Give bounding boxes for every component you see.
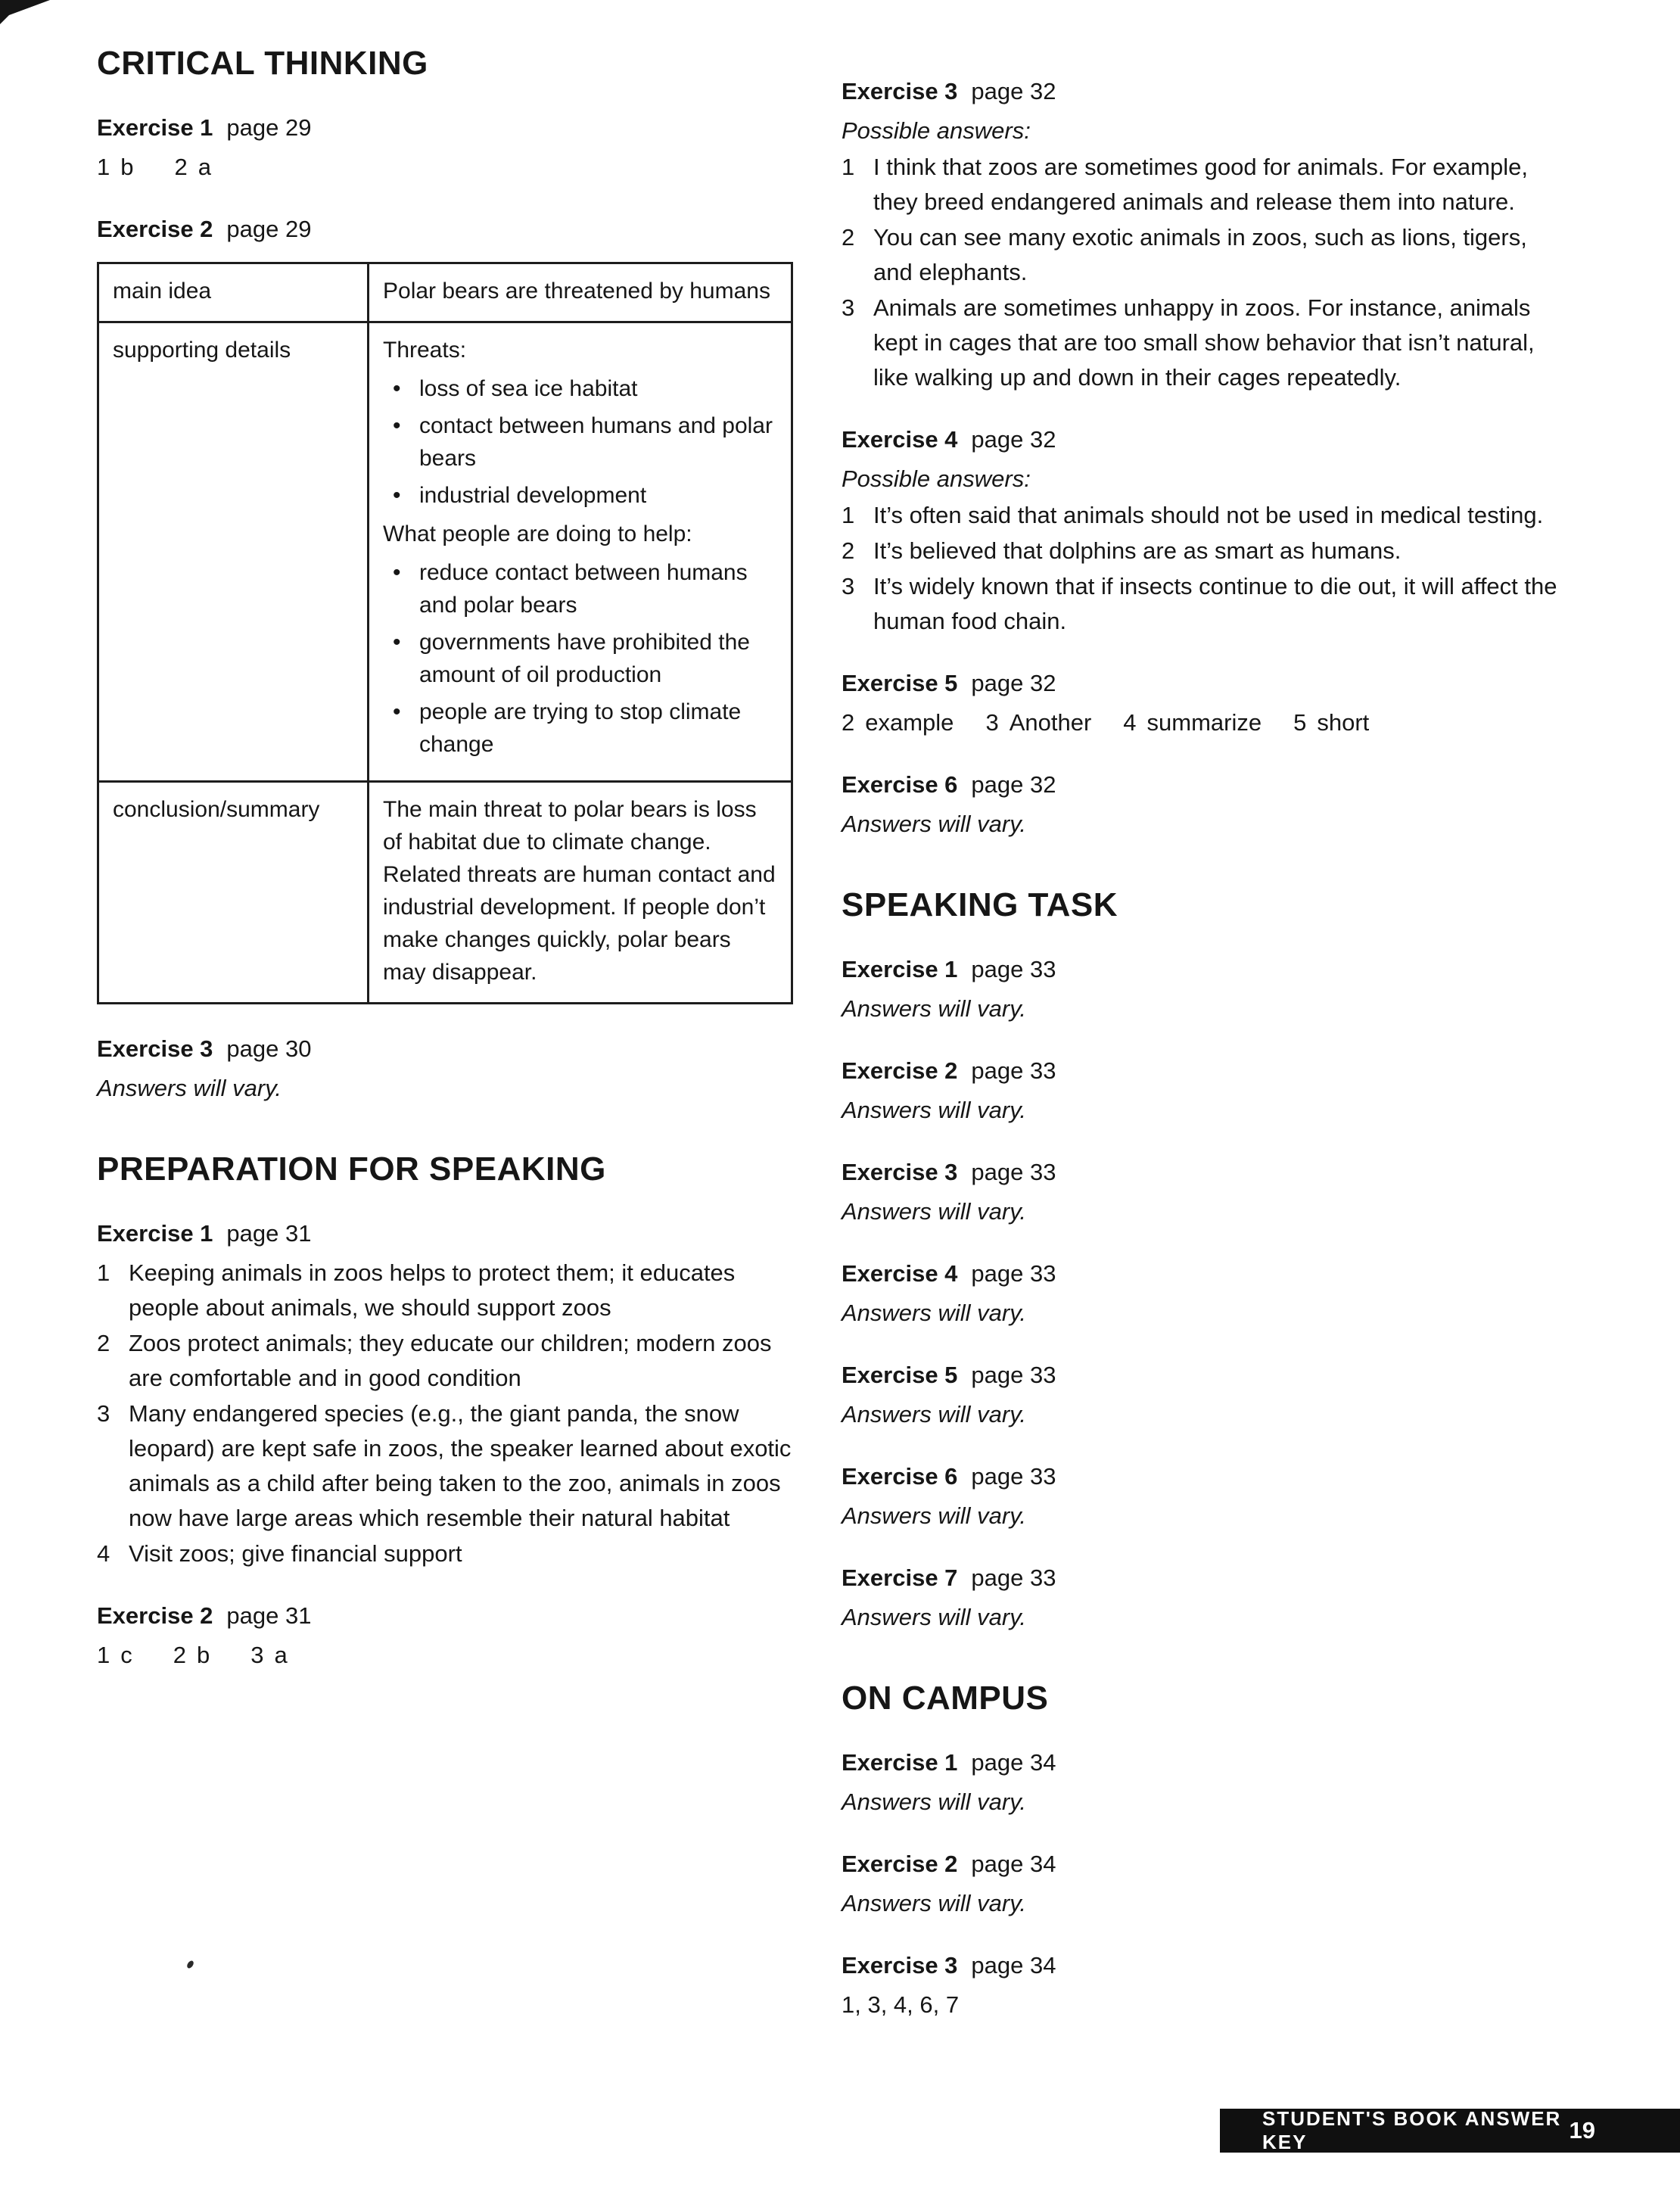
numbered-answer-list (842, 498, 1568, 639)
exercise-heading (842, 767, 1568, 802)
scan-speck-artifact (185, 1960, 194, 1969)
exercise-label: Exercise 2 (97, 216, 213, 242)
answers-note: Answers will vary. (842, 1604, 1027, 1630)
answer-number: 1 (97, 1642, 110, 1668)
exercise-heading (842, 952, 1568, 987)
cell-conclusion-summary (369, 782, 792, 1004)
answer-value: example (865, 709, 954, 736)
item-text: It’s believed that dolphins are as smart as humans. (873, 537, 1402, 564)
item-text: Animals are sometimes unhappy in zoos. For instance, animals kept in cages that are too small show behavior that isn’t natural, like walking up and down in their cages repeatedly. (873, 294, 1535, 391)
item-text: Zoos protect animals; they educate our children; modern zoos are comfortable and in good condition (129, 1330, 772, 1391)
exercise-page-ref: page 33 (971, 1159, 1056, 1185)
exercise-page-ref: page 32 (971, 670, 1056, 696)
exercise-label: Exercise 7 (842, 1564, 958, 1591)
exercise-page-ref: page 32 (971, 426, 1056, 453)
answer-number: 1 (97, 154, 110, 180)
item-text: Visit zoos; give financial support (129, 1540, 462, 1567)
answer-value: Another (1009, 709, 1092, 736)
exercise-label: Exercise 4 (842, 426, 958, 453)
bullet-item: • people are trying to stop climate change (383, 696, 777, 761)
item-number: 1 (842, 502, 855, 528)
exercise-page-ref: page 33 (971, 1260, 1056, 1287)
bullet-item: • governments have prohibited the amount of oil production (383, 626, 777, 691)
exercise-label: Exercise 1 (842, 956, 958, 982)
answer-pair (97, 150, 134, 185)
answer-pairs (97, 1638, 797, 1673)
bullet-item: • industrial development (383, 479, 777, 512)
cell-text: Polar bears are threatened by humans (383, 279, 770, 304)
exercise-page-ref: page 30 (226, 1035, 312, 1062)
list-item (842, 569, 1568, 639)
list-item (842, 150, 1568, 219)
numbered-answer-list (842, 150, 1568, 395)
exercise-label: Exercise 2 (842, 1057, 958, 1084)
cell-intro: What people are doing to help: (383, 521, 692, 546)
list-item (97, 1256, 797, 1325)
cell-main-idea (369, 263, 792, 322)
item-number: 3 (842, 573, 855, 599)
list-item (97, 1536, 797, 1571)
exercise-heading (97, 1599, 797, 1633)
row-header-main-idea: main idea (98, 263, 369, 322)
table-row (98, 263, 792, 322)
exercise-label: Exercise 1 (842, 1749, 958, 1776)
answer-pair (985, 705, 1091, 740)
row-header-supporting-details: supporting details (98, 322, 369, 782)
answer-sequence: 1, 3, 4, 6, 7 (842, 1991, 960, 2018)
list-item (842, 291, 1568, 395)
bullet-list (383, 372, 777, 512)
answers-note: Answers will vary. (842, 995, 1027, 1022)
graphic-organizer-table (97, 262, 793, 1004)
answer-number: 2 (173, 1642, 186, 1668)
answers-note: Answers will vary. (842, 1789, 1027, 1815)
exercise-heading (842, 1745, 1568, 1780)
exercise-label: Exercise 2 (842, 1851, 958, 1877)
section-title-on-campus: ON CAMPUS (842, 1680, 1049, 1717)
exercise-label: Exercise 6 (842, 1463, 958, 1490)
exercise-heading (97, 1032, 797, 1066)
answer-number: 4 (1123, 709, 1137, 736)
answer-number: 5 (1293, 709, 1307, 736)
exercise-label: Exercise 1 (97, 114, 213, 141)
item-number: 2 (842, 537, 855, 564)
row-header-conclusion-summary: conclusion/summary (98, 782, 369, 1004)
answer-pairs (842, 705, 1568, 740)
answer-number: 2 (174, 154, 188, 180)
exercise-page-ref: page 31 (226, 1602, 312, 1629)
item-text: Keeping animals in zoos helps to protect them; it educates people about animals, we should support zoos (129, 1259, 736, 1321)
exercise-page-ref: page 33 (971, 1057, 1056, 1084)
item-text: I think that zoos are sometimes good for animals. For example, they breed endangered animals and release them into nature. (873, 154, 1528, 215)
exercise-label: Exercise 6 (842, 771, 958, 798)
table-row (98, 322, 792, 782)
possible-answers-note: Possible answers: (842, 465, 1031, 492)
answer-number: 3 (985, 709, 999, 736)
exercise-page-ref: page 34 (971, 1749, 1056, 1776)
exercise-label: Exercise 4 (842, 1260, 958, 1287)
answer-pair (1123, 705, 1262, 740)
cell-text: The main threat to polar bears is loss of habitat due to climate change. Related threats are human contact and industrial development. If people don’t make changes quickly, polar bears may disappear. (383, 797, 776, 985)
section-title-critical-thinking: CRITICAL THINKING (97, 45, 428, 82)
item-text: You can see many exotic animals in zoos, such as lions, tigers, and elephants. (873, 224, 1527, 285)
answers-note: Answers will vary. (842, 1890, 1027, 1916)
exercise-page-ref: page 33 (971, 1564, 1056, 1591)
exercise-page-ref: page 31 (226, 1220, 312, 1247)
exercise-page-ref: page 34 (971, 1952, 1056, 1979)
item-number: 3 (97, 1400, 110, 1427)
answer-pair (97, 1638, 132, 1673)
answers-note: Answers will vary. (97, 1075, 282, 1101)
possible-answers-note: Possible answers: (842, 117, 1031, 144)
answer-value: summarize (1146, 709, 1262, 736)
item-number: 1 (842, 154, 855, 180)
exercise-heading (842, 666, 1568, 701)
exercise-heading (842, 1459, 1568, 1494)
answer-pair (250, 1638, 288, 1673)
answer-pair (175, 150, 212, 185)
footer-page-number: 19 (1569, 2117, 1595, 2144)
exercise-heading (97, 111, 797, 145)
exercise-heading (97, 1216, 797, 1251)
exercise-page-ref: page 33 (971, 956, 1056, 982)
answer-value: short (1317, 709, 1370, 736)
answer-value: c (120, 1642, 132, 1668)
section-title-speaking-task: SPEAKING TASK (842, 886, 1118, 923)
exercise-page-ref: page 32 (971, 78, 1056, 104)
exercise-label: Exercise 5 (842, 1362, 958, 1388)
scan-corner-artifact (0, 0, 54, 24)
answer-number: 2 (842, 709, 855, 736)
item-text: Many endangered species (e.g., the giant panda, the snow leopard) are kept safe in zoos, the speaker learned about exotic animals as a child after being taken to the zoo, animals in zoos now have large areas which resemble their natural habitat (129, 1400, 792, 1531)
bullet-item: • loss of sea ice habitat (383, 372, 777, 405)
answer-pair (842, 705, 954, 740)
footer-bar (1220, 2109, 1680, 2153)
answers-note: Answers will vary. (842, 1300, 1027, 1326)
item-text: It’s widely known that if insects continue to die out, it will affect the human food chain. (873, 573, 1557, 634)
item-number: 1 (97, 1259, 110, 1286)
list-item (842, 498, 1568, 533)
bullet-item: • reduce contact between humans and polar bears (383, 556, 777, 621)
cell-supporting-details (369, 322, 792, 782)
bullet-list (383, 556, 777, 761)
exercise-page-ref: page 33 (971, 1362, 1056, 1388)
exercise-label: Exercise 5 (842, 670, 958, 696)
exercise-label: Exercise 3 (842, 1952, 958, 1979)
answers-note: Answers will vary. (842, 1198, 1027, 1225)
exercise-heading (842, 1256, 1568, 1291)
left-column (97, 44, 797, 1673)
answer-value: b (197, 1642, 210, 1668)
numbered-answer-list (97, 1256, 797, 1571)
exercise-label: Exercise 3 (97, 1035, 213, 1062)
exercise-heading (842, 1561, 1568, 1596)
exercise-label: Exercise 1 (97, 1220, 213, 1247)
answers-note: Answers will vary. (842, 1401, 1027, 1427)
answer-value: b (120, 154, 134, 180)
cell-intro: Threats: (383, 338, 467, 363)
answer-pair (173, 1638, 210, 1673)
answer-pairs (97, 150, 797, 185)
exercise-page-ref: page 29 (226, 216, 312, 242)
exercise-page-ref: page 29 (226, 114, 312, 141)
exercise-label: Exercise 3 (842, 1159, 958, 1185)
exercise-page-ref: page 33 (971, 1463, 1056, 1490)
exercise-page-ref: page 34 (971, 1851, 1056, 1877)
item-number: 3 (842, 294, 855, 321)
answer-pair (1293, 705, 1369, 740)
exercise-page-ref: page 32 (971, 771, 1056, 798)
exercise-label: Exercise 3 (842, 78, 958, 104)
exercise-heading (842, 1847, 1568, 1882)
exercise-heading (842, 1358, 1568, 1393)
table-row (98, 782, 792, 1004)
exercise-heading (842, 1054, 1568, 1088)
exercise-heading (97, 212, 797, 247)
exercise-label: Exercise 2 (97, 1602, 213, 1629)
answer-value: a (198, 154, 211, 180)
item-number: 4 (97, 1540, 110, 1567)
exercise-heading (842, 74, 1568, 109)
exercise-heading (842, 1155, 1568, 1190)
exercise-heading (842, 1948, 1568, 1983)
answer-value: a (274, 1642, 288, 1668)
bullet-item: • contact between humans and polar bears (383, 409, 777, 475)
answers-note: Answers will vary. (842, 1097, 1027, 1123)
list-item (97, 1326, 797, 1396)
answer-number: 3 (250, 1642, 264, 1668)
list-item (97, 1396, 797, 1536)
item-number: 2 (842, 224, 855, 251)
answers-note: Answers will vary. (842, 1502, 1027, 1529)
item-text: It’s often said that animals should not be used in medical testing. (873, 502, 1544, 528)
section-title-preparation-for-speaking: PREPARATION FOR SPEAKING (97, 1150, 606, 1188)
footer-label: STUDENT'S BOOK ANSWER KEY (1262, 2107, 1562, 2153)
list-item (842, 534, 1568, 568)
right-column (842, 74, 1568, 2022)
exercise-heading (842, 422, 1568, 457)
item-number: 2 (97, 1330, 110, 1356)
list-item (842, 220, 1568, 290)
answers-note: Answers will vary. (842, 811, 1027, 837)
